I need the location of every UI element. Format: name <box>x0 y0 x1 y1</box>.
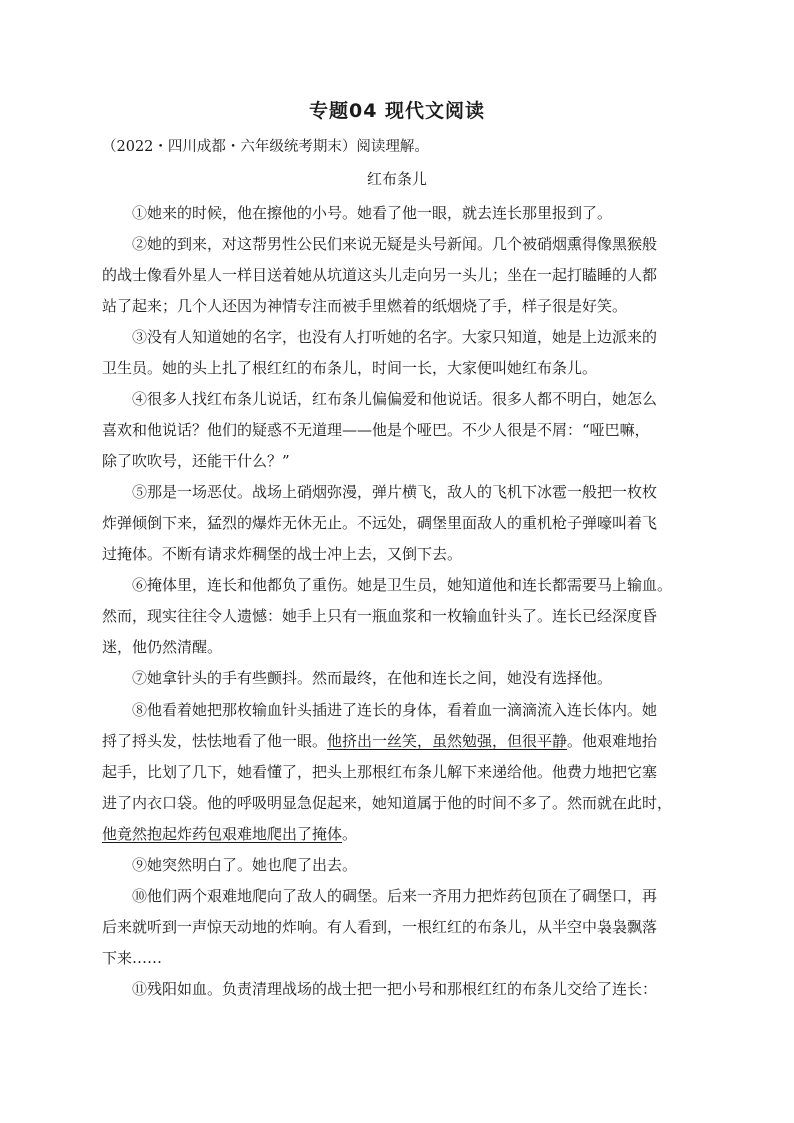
paragraph-5-line-2: 炸弹倾倒下来，猛烈的爆炸无休无止。不远处，碉堡里面敌人的重机枪子弹嚎叫着飞 <box>102 514 658 532</box>
paragraph-6-line-1: ⑥掩体里，连长和他都负了重伤。她是卫生员，她知道他和连长都需要马上输血。 <box>132 576 673 594</box>
paragraph-4-line-1: ④很多人找红布条儿说话，红布条儿偏偏爱和他说话。很多人都不明白，她怎么 <box>132 390 658 408</box>
paragraph-6-line-2: 然而，现实往往令人遗憾：她手上只有一瓶血浆和一枚输血针头了。连长已经深度昏 <box>102 607 658 625</box>
paragraph-8-line-5-tail: 。 <box>342 825 358 843</box>
paragraph-8-line-5 <box>102 824 702 844</box>
paragraph-5-line-1: ⑤那是一场恶仗。战场上硝烟弥漫，弹片横飞，敌人的飞机下冰雹一般把一枚枚 <box>132 483 658 501</box>
paragraph-8-line-2-tail: 。他艰难地抬 <box>567 732 658 750</box>
paragraph-3-line-2: 卫生员。她的头上扎了根红红的布条儿，时间一长，大家便叫她红布条儿。 <box>102 359 598 377</box>
paragraph-10-line-2: 后来就听到一声惊天动地的炸响。有人看到，一根红红的布条儿，从半空中袅袅飘落 <box>102 918 658 936</box>
paragraph-11-line-1: ⑪残阳如血。负责清理战场的战士把一把小号和那根红红的布条儿交给了连长： <box>132 980 658 998</box>
question-source: （2022・四川成都・六年级统考期末）阅读理解。 <box>102 139 429 155</box>
paragraph-2-line-1: ②她的到来，对这帮男性公民们来说无疑是头号新闻。几个被硝烟熏得像黑猴般 <box>132 235 658 253</box>
paragraph-3-line-1: ③没有人知道她的名字，也没有人打听她的名字。大家只知道，她是上边派来的 <box>132 328 658 346</box>
paragraph-4-line-2: 喜欢和他说话？他们的疑惑不无道理——他是个哑巴。不少人很是不屑：“哑巴嘛， <box>102 421 650 439</box>
story-title: 红布条儿 <box>366 170 427 188</box>
paragraph-9-line-1: ⑨她突然明白了。她也爬了出去。 <box>132 856 358 874</box>
paragraph-6-line-3: 迷，他仍然清醒。 <box>102 638 223 656</box>
document-title: 专题04 现代文阅读 <box>308 100 486 122</box>
paragraph-7-line-1: ⑦她拿针头的手有些颤抖。然而最终，在他和连长之间，她没有选择他。 <box>132 669 613 687</box>
paragraph-5-line-3: 过掩体。不断有请求炸稠堡的战士冲上去，又倒下去。 <box>102 545 463 563</box>
paragraph-2-line-2: 的战士像看外星人一样目送着她从坑道这头儿走向另一头儿；坐在一起打瞌睡的人都 <box>102 266 658 284</box>
paragraph-4-line-3: 除了吹吹号，还能干什么？” <box>102 452 290 470</box>
paragraph-8-line-2-text: 捋了捋头发，怯怯地看了他一眼。 <box>102 732 328 750</box>
paragraph-1-line-1: ①她来的时候，他在擦他的小号。她看了他一眼，就去连长那里报到了。 <box>132 204 613 222</box>
paragraph-8-line-3: 起手，比划了几下，她看懂了，把头上那根红布条儿解下来递给他。他费力地把它塞 <box>102 763 658 781</box>
paragraph-10-line-1: ⑩他们两个艰难地爬向了敌人的碉堡。后来一齐用力把炸药包顶在了碉堡口，再 <box>132 887 658 905</box>
underlined-sentence-2: 他竟然抱起炸药包艰难地爬出了掩体 <box>102 825 343 843</box>
underlined-sentence-1: 他挤出一丝笑，虽然勉强，但很平静 <box>327 732 568 750</box>
paragraph-8-line-2 <box>102 731 702 751</box>
paragraph-2-line-3: 站了起来；几个人还因为神情专注而被手里燃着的纸烟烧了手，样子很是好笑。 <box>102 297 628 315</box>
paragraph-8-line-4: 进了内衣口袋。他的呼吸明显急促起来，她知道属于他的时间不多了。然而就在此时， <box>102 794 673 812</box>
paragraph-10-line-3: 下来…… <box>102 949 163 967</box>
paragraph-8-line-1: ⑧他看着她把那枚输血针头插进了连长的身体，看着血一滴滴流入连长体内。她 <box>132 701 658 719</box>
